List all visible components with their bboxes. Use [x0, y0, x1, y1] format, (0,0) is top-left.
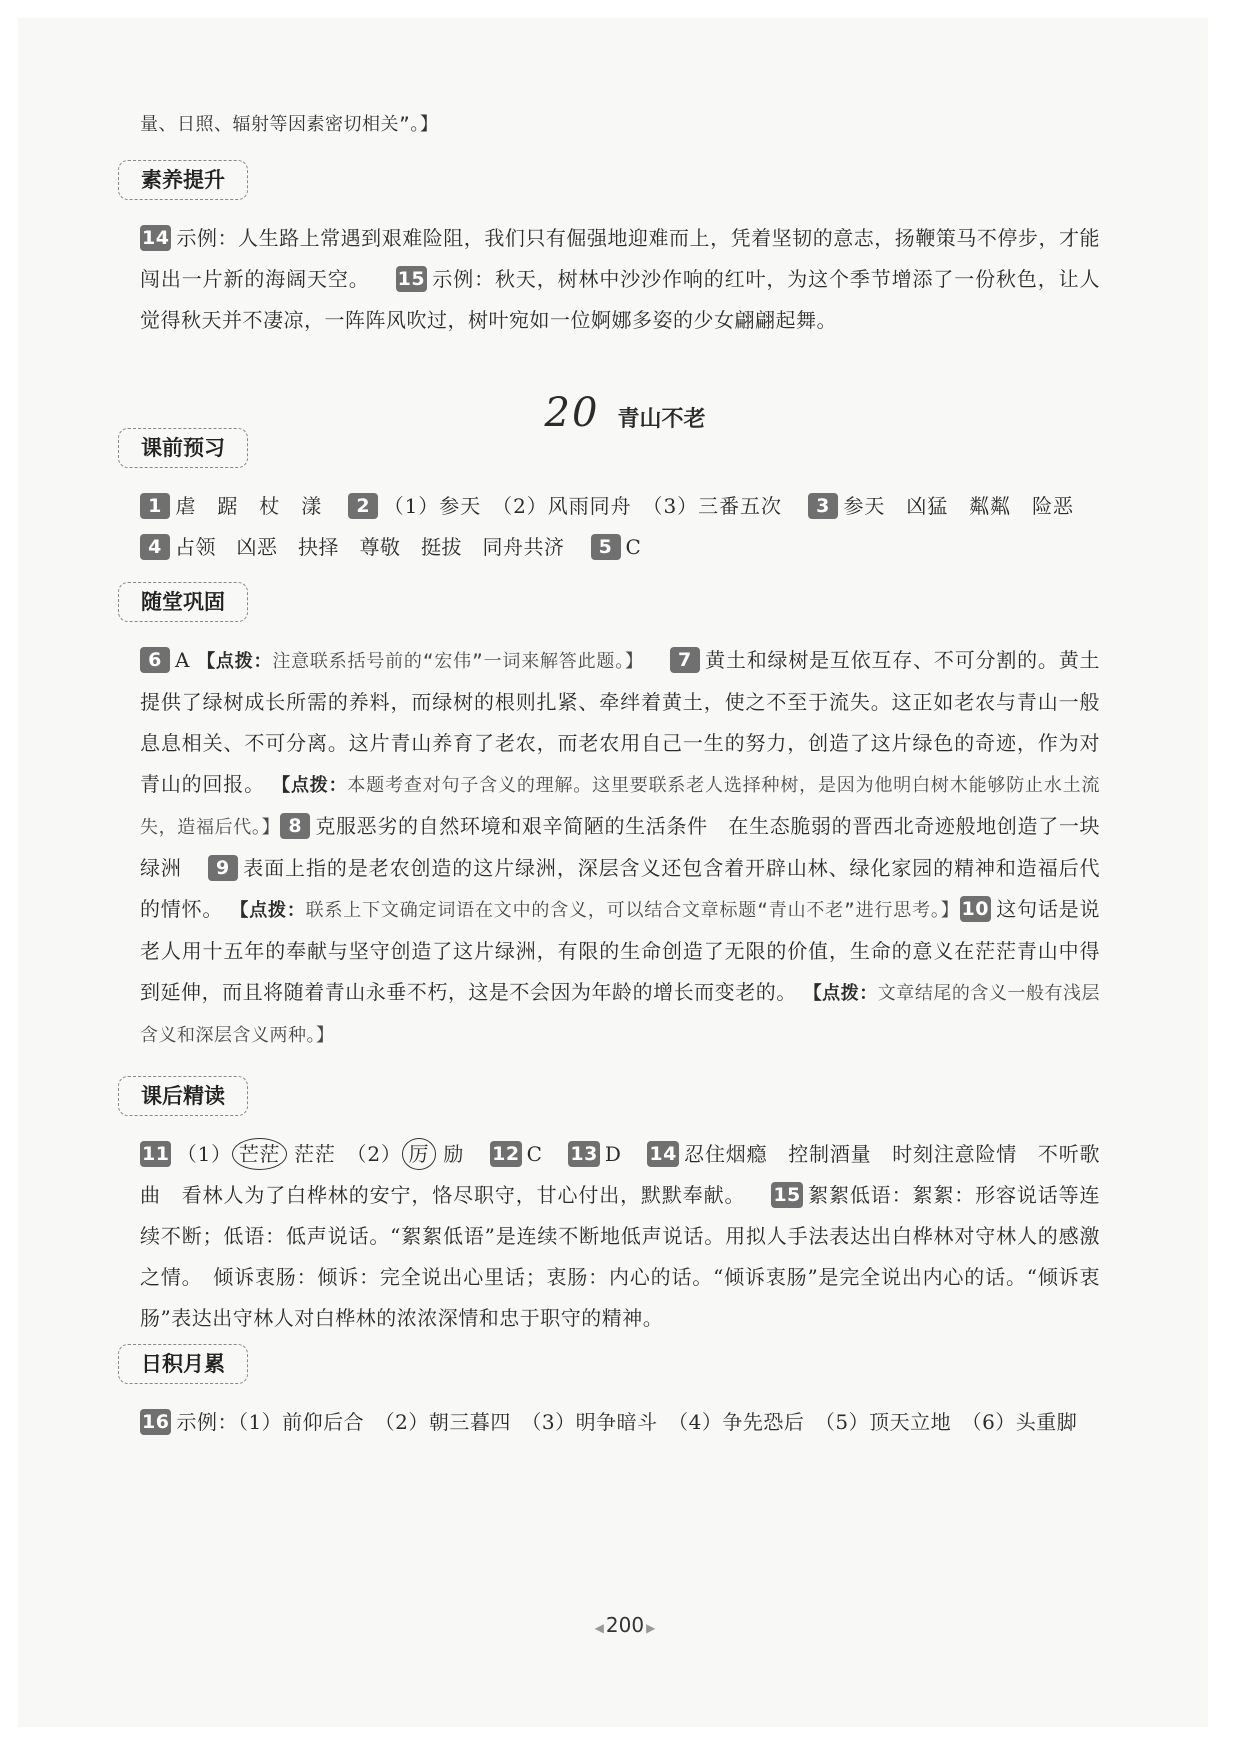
answer-text: 这句话是说老人用十五年的奉献与坚守创造了这片绿洲，有限的生命创造了无限的价值，生命的意义在茫茫青山中得到延伸，而且将随着青山永垂不朽，这是不会因为年龄的增长而变老的。 [140, 897, 1101, 1004]
circled-wrong-word: 厉 [402, 1138, 437, 1170]
hint-text: 注意联系括号前的“宏伟”一词来解答此题。】 [272, 651, 644, 672]
answer-text: 参天 凶猛 粼粼 险恶 [842, 494, 1075, 518]
answer-paragraph [140, 486, 1100, 568]
answers-block-keqian [140, 486, 1100, 568]
answer-text: 表面上指的是老农创造的这片绿洲，深层含义还包含着开辟山林、绿化家园的精神和造福后代的情怀。 [140, 856, 1101, 921]
section-heading-keqian: 课前预习 [118, 428, 248, 468]
question-number: 14 [142, 227, 170, 249]
answer-text: C [526, 1142, 543, 1166]
answer-text: 虐 踞 杖 漾 [175, 494, 323, 518]
question-number: 15 [773, 1184, 801, 1206]
answers-block-suitang [140, 640, 1100, 1056]
section-heading-suyang: 素养提升 [118, 160, 248, 200]
hint-label: 【点拨： [197, 651, 273, 672]
section-heading-suitang: 随堂巩固 [118, 582, 248, 622]
answer-text: 示例：人生路上常遇到艰难险阻，我们只有倔强地迎难而上，凭着坚韧的意志，扬鞭策马不停步，才能闯出一片新的海阔天空。 [140, 226, 1100, 291]
hint-label: 【点拨： [230, 900, 306, 921]
answer-text: 占领 凶恶 抉择 尊敬 挺拔 同舟共济 [175, 535, 565, 559]
question-number: 1 [140, 493, 170, 519]
answer-text: 示例：秋天，树林中沙沙作响的红叶，为这个季节增添了一份秋色，让人觉得秋天并不凄凉，一阵阵风吹过，树叶宛如一位婀娜多姿的少女翩翩起舞。 [140, 267, 1101, 332]
page-number: ◀ 200 ▶ [575, 1613, 675, 1637]
answer-text: A [175, 648, 190, 672]
answer-text: C [625, 535, 642, 559]
question-number: 12 [492, 1143, 520, 1165]
question-number: 14 [649, 1143, 677, 1165]
answer-text: 忍住烟瘾 控制酒量 时刻注意险情 不听歌曲 看林人为了白桦林的安宁，恪尽职守，甘心付出，默默奉献。 [140, 1142, 1101, 1207]
answer-paragraph [140, 1134, 1100, 1339]
answer-text: 黄土和绿树是互依互存、不可分割的。黄土提供了绿树成长所需的养料，而绿树的根则扎紧、牵绊着黄土，使之不至于流失。这正如老农与青山一般息息相关、不可分离。这片青山养育了老农，而老农用自己一生的努力，创造了这片绿色的奇迹，作为对青山的回报。 [140, 648, 1101, 796]
circled-wrong-word: 芒茫 [232, 1138, 287, 1170]
question-number: 5 [591, 534, 621, 560]
question-number: 16 [142, 1411, 170, 1433]
answer-text: 示例：（1）前仰后合 （2）朝三暮四 （3）明争暗斗 （4）争先恐后 （5）顶天立地 （6）头重脚 [176, 1410, 1078, 1434]
question-number: 11 [142, 1143, 170, 1165]
question-number: 9 [208, 855, 238, 881]
answers-block-suyang [140, 218, 1100, 341]
answer-paragraph [140, 640, 1100, 1056]
hint-label: 【点拨： [803, 983, 878, 1004]
question-number: 8 [280, 813, 310, 839]
hint-text: 文章结尾的含义一般有浅层含义和深层含义两种。】 [140, 983, 1101, 1046]
lesson-number: 20 [544, 390, 600, 436]
question-number: 2 [348, 493, 378, 519]
hint-note [197, 651, 644, 672]
answer-text: 励 [443, 1142, 465, 1166]
question-number: 3 [808, 493, 838, 519]
answers-block-riji [140, 1402, 1100, 1443]
question-number: 6 [140, 647, 170, 673]
answer-text: （1）参天 （2）风雨同舟 （3）三番五次 [383, 494, 782, 518]
section-heading-kehou: 课后精读 [118, 1076, 248, 1116]
answer-paragraph [140, 1402, 1100, 1443]
answer-text: 絮絮低语：絮絮：形容说话等连续不断；低语：低声说话。“絮絮低语”是连续不断地低声说话。用拟人手法表达出白桦林对守林人的感激之情。 倾诉衷肠：倾诉：完全说出心里话；衷肠：内心的话。“倾诉衷肠”是完全说出内心的话。“倾诉衷肠”表达出守林人对白桦林的浓浓深情和忠于职守的精神。 [140, 1183, 1101, 1330]
question-number: 13 [570, 1143, 598, 1165]
question-number: 4 [140, 534, 170, 560]
answer-text: D [604, 1142, 622, 1166]
continued-text [140, 104, 1100, 145]
question-number: 15 [397, 268, 426, 290]
answer-text: 克服恶劣的自然环境和艰辛简陋的生活条件 在生态脆弱的晋西北奇迹般地创造了一块绿洲 [140, 814, 1101, 880]
hint-note [230, 900, 959, 921]
answer-paragraph [140, 218, 1100, 341]
hint-text: 本题考查对句子含义的理解。这里要联系老人选择种树，是因为他明白树木能够防止水土流失，造福后代。】 [140, 775, 1101, 838]
continued-note: 量、日照、辐射等因素密切相关”。】 [140, 114, 439, 135]
answer-text: 茫茫 （2） [294, 1142, 402, 1166]
question-number: 10 [961, 898, 989, 920]
hint-text: 联系上下文确定词语在文中的含义，可以结合文章标题“青山不老”进行思考。】 [305, 900, 960, 921]
hint-label: 【点拨： [272, 775, 348, 796]
question-number: 7 [670, 647, 700, 673]
answers-block-kehou [140, 1134, 1100, 1339]
lesson-name: 青山不老 [617, 406, 706, 432]
section-heading-riji: 日积月累 [118, 1344, 248, 1384]
answer-text: （1） [176, 1142, 232, 1166]
